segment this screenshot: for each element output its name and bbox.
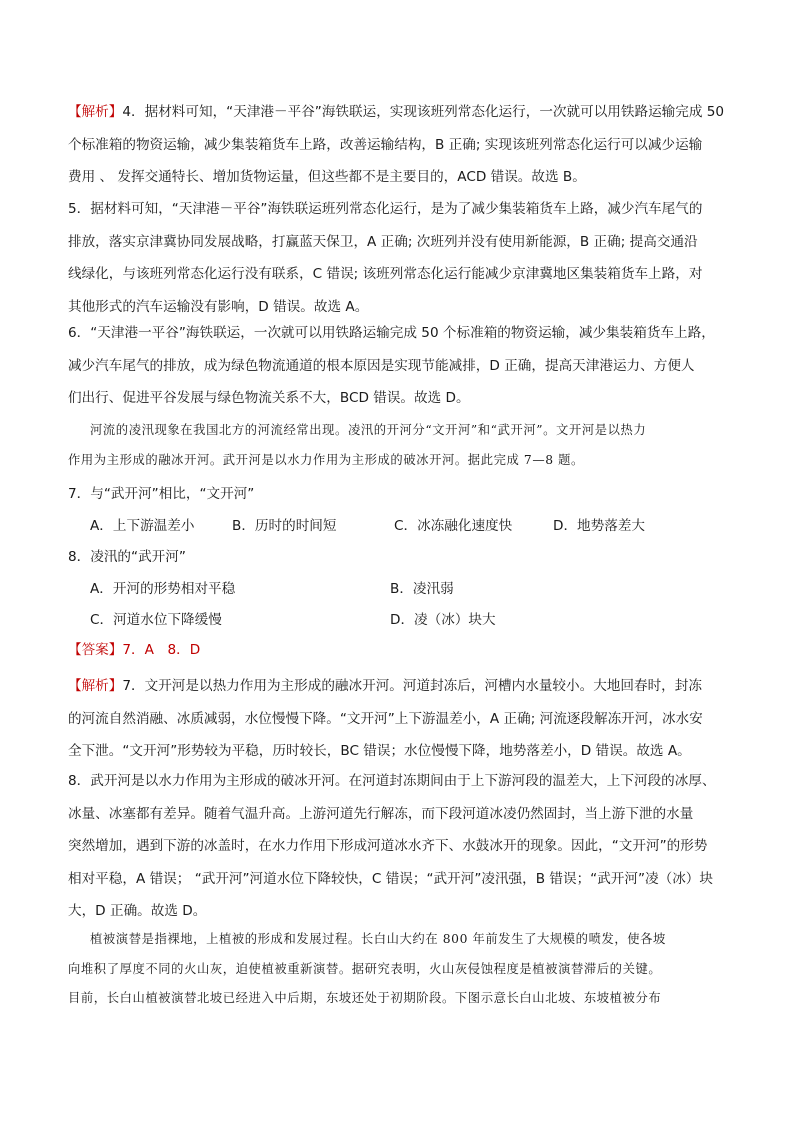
material-line: 目前，长白山植被演替北坡已经进入中后期，东坡还处于初期阶段。下图示意长白山北坡、东坡植被分布 xyxy=(68,991,662,1005)
option-b: B．凌汛弱 xyxy=(390,580,454,597)
analysis-tag: 【解析】 xyxy=(68,678,123,694)
answer-text: 7．A 8．D xyxy=(122,642,201,658)
analysis-line: 减少汽车尾气的排放，成为绿色物流通道的根本原因是实现节能减排，D 正确，提高天津港运力、方便人 xyxy=(68,357,695,374)
analysis-line: 线绿化，与该班列常态化运行没有联系，C 错误; 该班列常态化运行能减少京津冀地区集装箱货车上路，对 xyxy=(68,266,703,283)
question-stem: 8．凌汛的“武开河” xyxy=(68,549,186,565)
material-ice-flood xyxy=(68,416,728,475)
analysis-line: 个标准箱的物资运输，减少集装箱货车上路，改善运输结构，B 正确; 实现该班列常态化运行可以减少运输 xyxy=(68,136,703,153)
analysis-line: 们出行、促进平谷发展与绿色物流关系不大，BCD 错误。故选 D。 xyxy=(68,390,470,407)
option-a: A．开河的形势相对平稳 xyxy=(90,580,236,597)
option-b: B．历时的时间短 xyxy=(232,517,337,534)
analysis-line: 5．据材料可知，“天津港－平谷”海铁联运班列常态化运行，是为了减少集装箱货车上路，减少汽车尾气的 xyxy=(68,201,703,217)
analysis-line: 8．武开河是以水力作用为主形成的破冰开河。在河道封冻期间由于上下游河段的温差大，上下河段的冰厚、 xyxy=(68,773,716,789)
analysis-line: 费用 、 发挥交通特长、增加货物运量，但这些都不是主要目的，ACD 错误。故选 B。 xyxy=(68,169,586,186)
option-c: C．河道水位下降缓慢 xyxy=(90,611,222,628)
options-row xyxy=(68,574,728,605)
question-7 xyxy=(68,478,728,542)
answer-line xyxy=(68,634,728,667)
answer-tag: 【答案】 xyxy=(68,642,123,658)
analysis-line: 全下泄。“文开河”形势较为平稳，历时较长，BC 错误；水位慢慢下降，地势落差小，D 错误。故选 A。 xyxy=(68,743,691,760)
analysis-line: 的河流自然消融、冰质减弱，水位慢慢下降。“文开河”上下游温差小，A 正确; 河流逐段解冻开河，冰水安 xyxy=(68,710,703,727)
material-line: 河流的凌汛现象在我国北方的河流经常出现。凌汛的开河分“文开河”和“武开河”。文开河是以热力 xyxy=(90,423,647,437)
analysis-8 xyxy=(68,765,728,928)
analysis-line: 相对平稳，A 错误； “武开河”河道水位下降较快，C 错误；“武开河”凌汛强，B 错误；“武开河”凌（冰）块 xyxy=(68,870,713,887)
material-line: 作用为主形成的融冰开河。武开河是以水力作用为主形成的破冰开河。据此完成 7—8 题。 xyxy=(68,452,584,467)
analysis-line: 突然增加，遇到下游的冰盖时，在水力作用下形成河道冰水齐下、水鼓冰开的现象。因此，“文开河”的形势 xyxy=(68,838,708,855)
material-line: 植被演替是指裸地，上植被的形成和发展过程。长白山大约在 800 年前发生了大规模的喷发，使各坡 xyxy=(90,932,666,946)
material-line: 向堆积了厚度不同的火山灰，迫使植被重新演替。据研究表明，火山灰侵蚀程度是植被演替滞后的关键。 xyxy=(68,961,662,976)
analysis-line: 其他形式的汽车运输没有影响，D 错误。故选 A。 xyxy=(68,298,369,315)
option-a: A．上下游温差小 xyxy=(90,517,195,534)
analysis-line: 冰量、冰塞都有差异。随着气温升高。上游河道先行解冻，而下段河道冰凌仍然固封，当上游下泄的水量 xyxy=(68,805,694,822)
analysis-tag: 【解析】 xyxy=(68,104,123,120)
analysis-line: 【解析】7．文开河是以热力作用为主形成的融冰开河。河道封冻后，河槽内水量较小。大地回春时，封冻 xyxy=(68,678,702,694)
analysis-7 xyxy=(68,670,728,768)
option-c: C．冰冻融化速度快 xyxy=(394,517,513,534)
analysis-4 xyxy=(68,96,728,194)
option-d: D．地势落差大 xyxy=(553,517,646,534)
analysis-line: 【解析】4．据材料可知，“天津港－平谷”海铁联运，实现该班列常态化运行，一次就可以用铁路运输完成 50 xyxy=(68,104,725,120)
analysis-6 xyxy=(68,317,728,415)
analysis-5 xyxy=(68,193,728,323)
analysis-line: 大，D 正确。故选 D。 xyxy=(68,903,207,920)
material-vegetation xyxy=(68,925,728,1014)
option-d: D．凌（冰）块大 xyxy=(390,611,496,628)
analysis-line: 排放，落实京津冀协同发展战略，打赢蓝天保卫，A 正确; 次班列并没有使用新能源，B 正确; 提高交通沿 xyxy=(68,233,698,250)
analysis-line: 6．“天津港一平谷”海铁联运，一次就可以用铁路运输完成 50 个标准箱的物资运输，减少集装箱货车上路， xyxy=(68,325,715,341)
options-row xyxy=(68,511,728,542)
options-row xyxy=(68,605,728,636)
question-stem: 7．与“武开河”相比，“文开河” xyxy=(68,486,255,502)
question-8 xyxy=(68,541,728,636)
